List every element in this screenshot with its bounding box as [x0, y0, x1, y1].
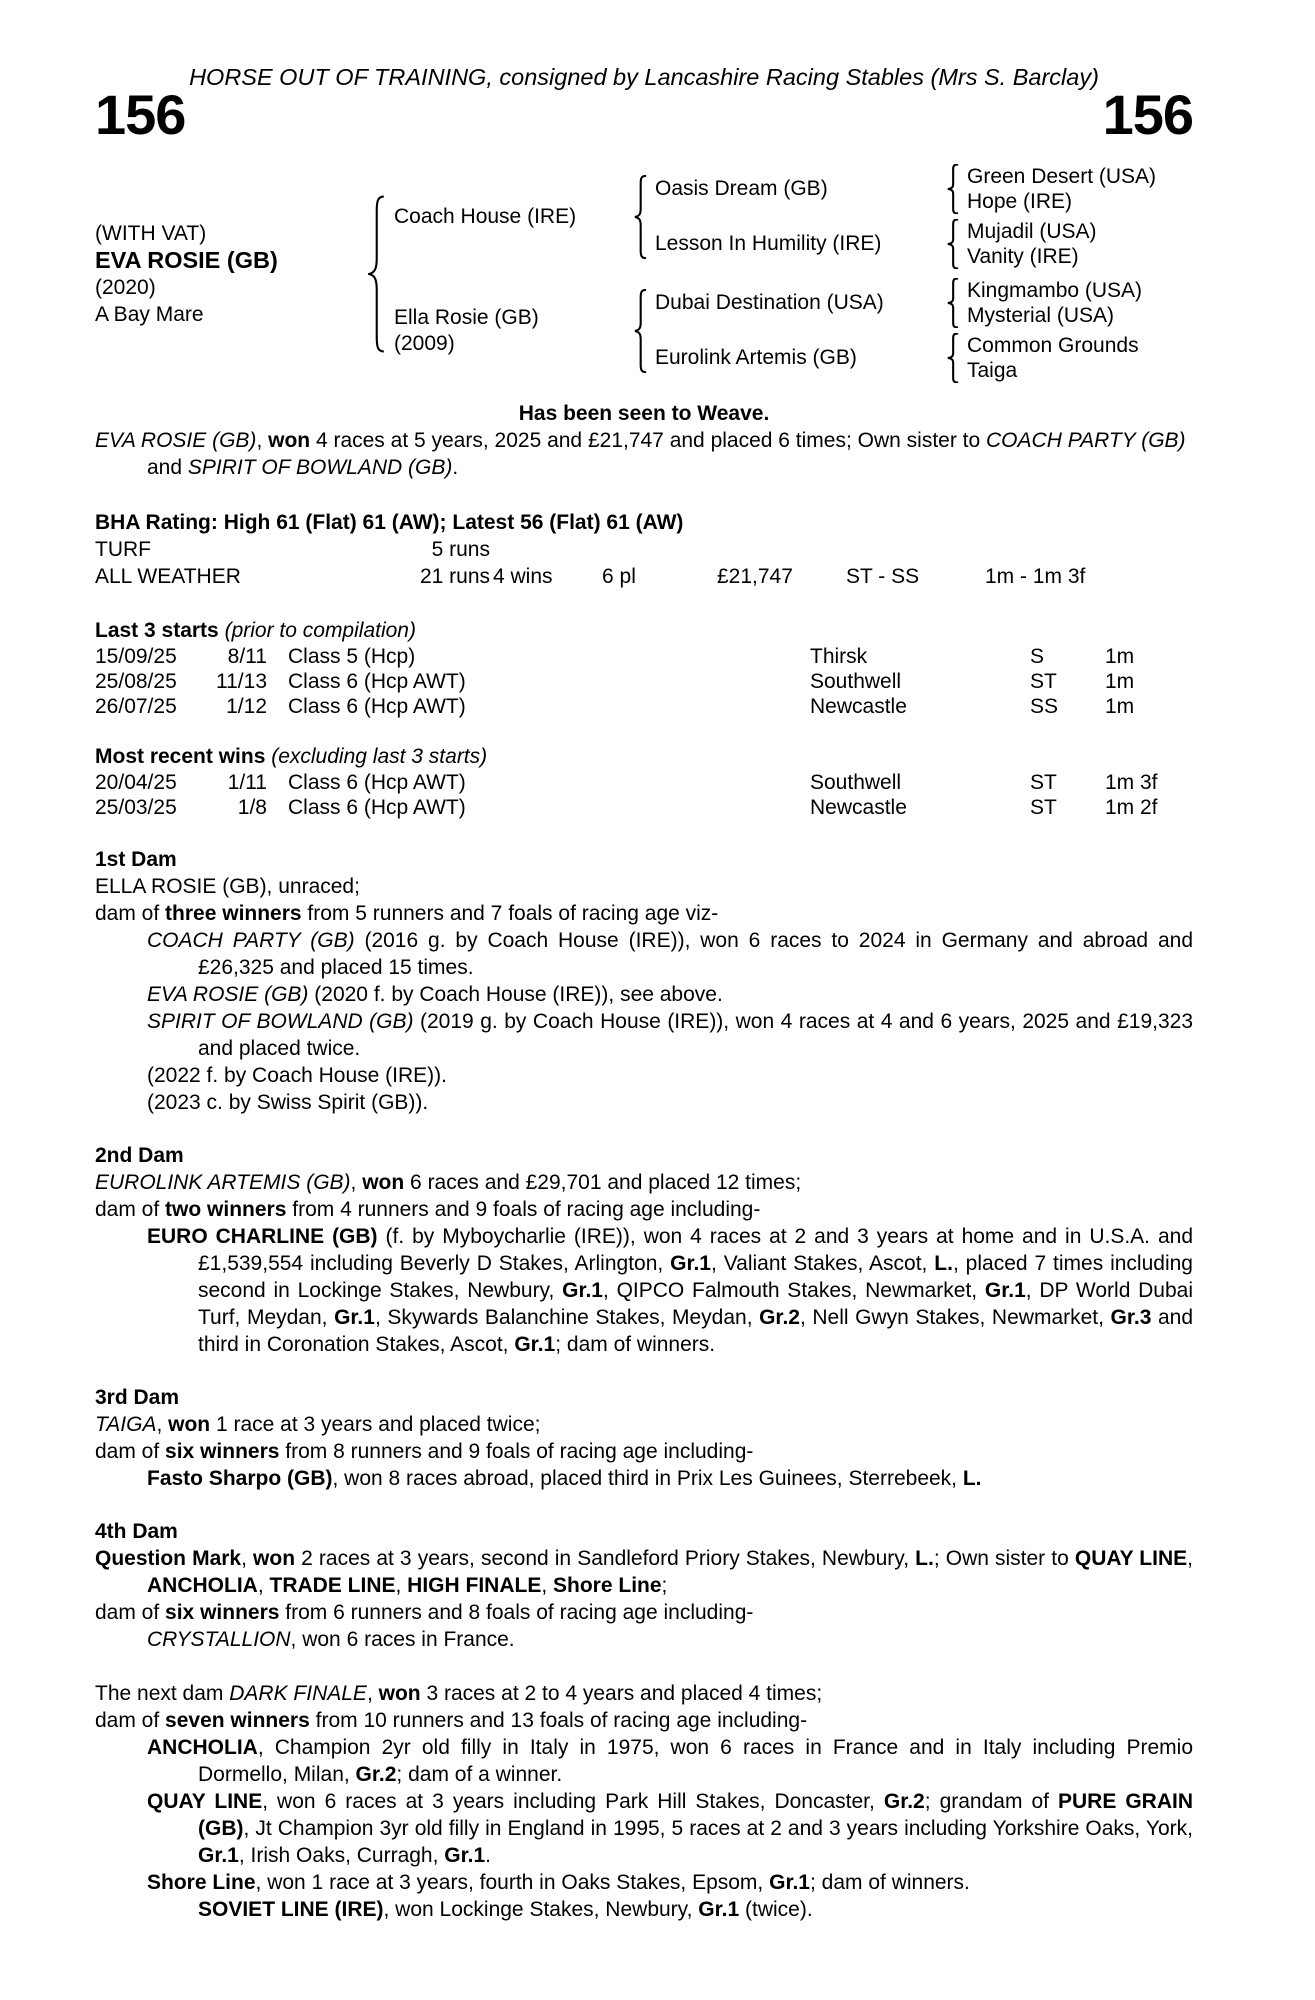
race-date: 20/04/25 — [95, 771, 177, 794]
third-dam-section — [95, 1384, 1193, 1492]
recent-wins-title: Most recent wins — [95, 745, 266, 768]
progeny-entry: SPIRIT OF BOWLAND (GB) (2019 g. by Coach House (IRE)), won 4 races at 4 and 6 years, 2025 and £19,323 and placed twice. — [147, 1010, 1193, 1060]
dam-line: dam of three winners from 5 runners and 7 foals of racing age viz- — [95, 902, 719, 925]
sire-dam-node — [655, 219, 1156, 269]
race-distance: 1m 3f — [1105, 771, 1158, 794]
pedigree-brace-dam-dam — [947, 333, 959, 383]
record-earnings — [717, 536, 809, 563]
race-position: 11/13 — [216, 670, 267, 693]
second-dam-section — [95, 1142, 1193, 1358]
last3-heading — [95, 617, 1193, 644]
pedigree-generation-1 — [394, 164, 1156, 383]
fourth-dam-section — [95, 1518, 1193, 1653]
race-position: 1/11 — [227, 771, 267, 794]
progeny-entry: Shore Line, won 1 race at 3 years, fourth in Oaks Stakes, Epsom, Gr.1; dam of winners. — [147, 1871, 970, 1894]
race-class: Class 6 (Hcp AWT) — [288, 695, 466, 718]
record-placed: 6 pl — [602, 565, 636, 588]
great-grandsire: Kingmambo (USA) — [967, 279, 1143, 302]
last3-starts-section — [95, 617, 1193, 719]
pedigree-brace-main — [368, 195, 385, 353]
race-date: 25/03/25 — [95, 796, 177, 819]
dam-node — [394, 278, 1156, 383]
record-wins: 4 wins — [493, 565, 553, 588]
sire-node — [394, 164, 1156, 269]
horse-colour-sex: A Bay Mare — [95, 302, 204, 326]
great-grandparent-pair — [967, 278, 1142, 328]
race-course: Southwell — [810, 771, 902, 794]
dam-grandparents — [655, 278, 1142, 383]
dam-line: Question Mark, won 2 races at 3 years, second in Sandleford Priory Stakes, Newbury, L.; Own sister to QUAY LINE, ANCHOLIA, TRADE LINE, HIGH FINALE, Shore Line; — [95, 1547, 1193, 1597]
record-going-range — [809, 536, 960, 563]
race-going: ST — [1030, 670, 1057, 693]
pedigree-brace-sire-sire — [947, 164, 959, 214]
horse-foaled-year: (2020) — [95, 275, 156, 299]
progeny-entry: ANCHOLIA, Champion 2yr old filly in Italy in 1975, won 6 races in France and in Italy including Premio Dormello, Milan, Gr.2; dam of a winner. — [147, 1736, 1193, 1786]
tail-line: The next dam DARK FINALE, won 3 races at 2 to 4 years and placed 4 times; — [95, 1682, 823, 1705]
race-course: Newcastle — [810, 695, 907, 718]
record-distance-range: 1m - 1m 3f — [985, 565, 1086, 588]
great-granddam: Hope (IRE) — [967, 190, 1073, 213]
recent-wins-table — [95, 770, 1193, 820]
pedigree-brace-dam — [634, 289, 647, 373]
progeny-entry: COACH PARTY (GB) (2016 g. by Coach House (IRE)), won 6 races to 2024 in Germany and abroad and £26,325 and placed 15 times. — [147, 929, 1194, 979]
horse-name: EVA ROSIE (GB) — [95, 246, 278, 273]
record-surface: TURF — [95, 538, 151, 561]
dam-heading: 4th Dam — [95, 1520, 178, 1543]
bha-rating: BHA Rating: High 61 (Flat) 61 (AW); Latest 56 (Flat) 61 (AW) — [95, 511, 684, 534]
pedigree-brace-dam-sire — [947, 278, 959, 328]
race-date: 26/07/25 — [95, 695, 177, 718]
progeny-entry: (2022 f. by Coach House (IRE)). — [147, 1064, 447, 1087]
race-class: Class 6 (Hcp AWT) — [288, 796, 466, 819]
lot-number-right: 156 — [1102, 83, 1193, 146]
race-summary: EVA ROSIE (GB), won 4 races at 5 years, 2025 and £21,747 and placed 6 times; Own sister to COACH PARTY (GB) and SPIRIT OF BOWLAND (GB). — [95, 429, 1186, 479]
race-course: Thirsk — [810, 645, 868, 668]
tail-line: dam of seven winners from 10 runners and 13 foals of racing age including- — [95, 1709, 808, 1732]
dam-line: EUROLINK ARTEMIS (GB), won 6 races and £29,701 and placed 12 times; — [95, 1171, 802, 1194]
record-distance-range — [960, 536, 1193, 563]
sire-grandparents — [655, 164, 1156, 269]
great-grandsire: Green Desert (USA) — [967, 165, 1157, 188]
recent-wins-section — [95, 743, 1193, 820]
dam-heading: 2nd Dam — [95, 1144, 184, 1167]
record-runs: 21 runs — [419, 565, 490, 588]
lot-number-left: 156 — [95, 83, 186, 146]
stable-vice-notice: Has been seen to Weave. — [518, 402, 770, 425]
consignment-line: HORSE OUT OF TRAINING, consigned by Lancashire Racing Stables (Mrs S. Barclay) — [189, 64, 1099, 90]
horse-identity — [95, 220, 368, 328]
race-position: 1/8 — [237, 796, 267, 819]
great-grandsire: Common Grounds — [967, 334, 1139, 357]
first-dam-section — [95, 846, 1193, 1116]
great-granddam: Mysterial (USA) — [967, 304, 1115, 327]
race-distance: 1m — [1105, 695, 1135, 718]
dam-line: TAIGA, won 1 race at 3 years and placed twice; — [95, 1413, 541, 1436]
great-grandparent-pair — [967, 333, 1139, 383]
race-date: 15/09/25 — [95, 645, 177, 668]
race-going: ST — [1030, 771, 1057, 794]
sire-sire-name: Oasis Dream (GB) — [655, 177, 828, 200]
race-going: S — [1030, 645, 1045, 668]
dam-sire-node — [655, 278, 1142, 328]
great-granddam: Vanity (IRE) — [967, 245, 1079, 268]
great-granddam: Taiga — [967, 359, 1018, 382]
record-wins — [490, 536, 602, 563]
last3-title: Last 3 starts — [95, 619, 219, 642]
dam-name-block — [394, 305, 634, 357]
record-placed — [602, 536, 717, 563]
record-surface: ALL WEATHER — [95, 565, 241, 588]
progeny-sub-entry: SOVIET LINE (IRE), won Lockinge Stakes, Newbury, Gr.1 (twice). — [198, 1898, 813, 1921]
progeny-entry: (2023 c. by Swiss Spirit (GB)). — [147, 1091, 429, 1114]
sire-name: Coach House (IRE) — [394, 204, 577, 228]
race-going: SS — [1030, 695, 1059, 718]
dam-dam-name: Eurolink Artemis (GB) — [655, 346, 857, 369]
last3-subtitle: (prior to compilation) — [224, 619, 416, 642]
race-position: 1/12 — [226, 695, 267, 718]
recent-wins-heading — [95, 743, 1193, 770]
race-class: Class 6 (Hcp AWT) — [288, 771, 466, 794]
progeny-entry: EVA ROSIE (GB) (2020 f. by Coach House (IRE)), see above. — [147, 983, 723, 1006]
race-class: Class 6 (Hcp AWT) — [288, 670, 466, 693]
dam-sire-name: Dubai Destination (USA) — [655, 291, 884, 314]
tail-family-section — [95, 1680, 1193, 1923]
great-grandparent-pair — [967, 219, 1097, 269]
dam-name: Ella Rosie (GB) — [394, 305, 539, 329]
dam-line: dam of two winners from 4 runners and 9 foals of racing age including- — [95, 1198, 761, 1221]
last3-table — [95, 644, 1193, 719]
pedigree-brace-sire — [634, 175, 647, 259]
race-distance: 1m 2f — [1105, 796, 1158, 819]
great-grandparent-pair — [967, 164, 1156, 214]
dam-line: dam of six winners from 8 runners and 9 foals of racing age including- — [95, 1440, 754, 1463]
lot-number-row — [95, 83, 1193, 146]
dam-line: dam of six winners from 6 runners and 8 foals of racing age including- — [95, 1601, 754, 1624]
dam-dam-node — [655, 333, 1142, 383]
sire-dam-name: Lesson In Humility (IRE) — [655, 232, 882, 255]
record-earnings: £21,747 — [717, 565, 793, 588]
sire-sire-node — [655, 164, 1156, 214]
race-going: ST — [1030, 796, 1057, 819]
record-runs: 5 runs — [431, 538, 490, 561]
race-distance: 1m — [1105, 670, 1135, 693]
vat-note: (WITH VAT) — [95, 221, 207, 245]
progeny-entry: CRYSTALLION, won 6 races in France. — [147, 1628, 515, 1651]
dam-heading: 1st Dam — [95, 848, 177, 871]
pedigree-brace-sire-dam — [947, 219, 959, 269]
race-position: 8/11 — [227, 645, 267, 668]
progeny-entry: EURO CHARLINE (GB) (f. by Myboycharlie (IRE)), won 4 races at 2 and 3 years at home and in U.S.A. and £1,539,554 including Beverly D Stakes, Arlington, Gr.1, Valiant Stakes, Ascot, L., placed 7 times including second in Lockinge Stakes, Newbury, Gr.1, QIPCO Falmouth Stakes, Newmarket, Gr.1, DP World Dubai Turf, Meydan, Gr.1, Skywards Balanchine Stakes, Meydan, Gr.2, Nell Gwyn Stakes, Newmarket, Gr.3 and third in Coronation Stakes, Ascot, Gr.1; dam of winners. — [147, 1225, 1194, 1356]
race-class: Class 5 (Hcp) — [288, 645, 416, 668]
progeny-entry: Fasto Sharpo (GB), won 8 races abroad, placed third in Prix Les Guinees, Sterrebeek, L. — [147, 1467, 982, 1490]
race-date: 25/08/25 — [95, 670, 177, 693]
race-course: Southwell — [810, 670, 902, 693]
record-table — [95, 536, 1193, 590]
dam-line: ELLA ROSIE (GB), unraced; — [95, 875, 360, 898]
great-grandsire: Mujadil (USA) — [967, 220, 1097, 243]
record-going-range: ST - SS — [846, 565, 920, 588]
dam-foaled-year: (2009) — [394, 331, 455, 355]
race-course: Newcastle — [810, 796, 907, 819]
dam-heading: 3rd Dam — [95, 1386, 180, 1409]
pedigree-tree — [95, 164, 1193, 383]
race-distance: 1m — [1105, 645, 1135, 668]
progeny-entry: QUAY LINE, won 6 races at 3 years including Park Hill Stakes, Doncaster, Gr.2; grandam of PURE GRAIN (GB), Jt Champion 3yr old filly in England in 1995, 5 races at 2 and 3 years including Yorkshire Oaks, York, Gr.1, Irish Oaks, Curragh, Gr.1. — [147, 1790, 1193, 1867]
recent-wins-subtitle: (excluding last 3 starts) — [271, 745, 488, 768]
